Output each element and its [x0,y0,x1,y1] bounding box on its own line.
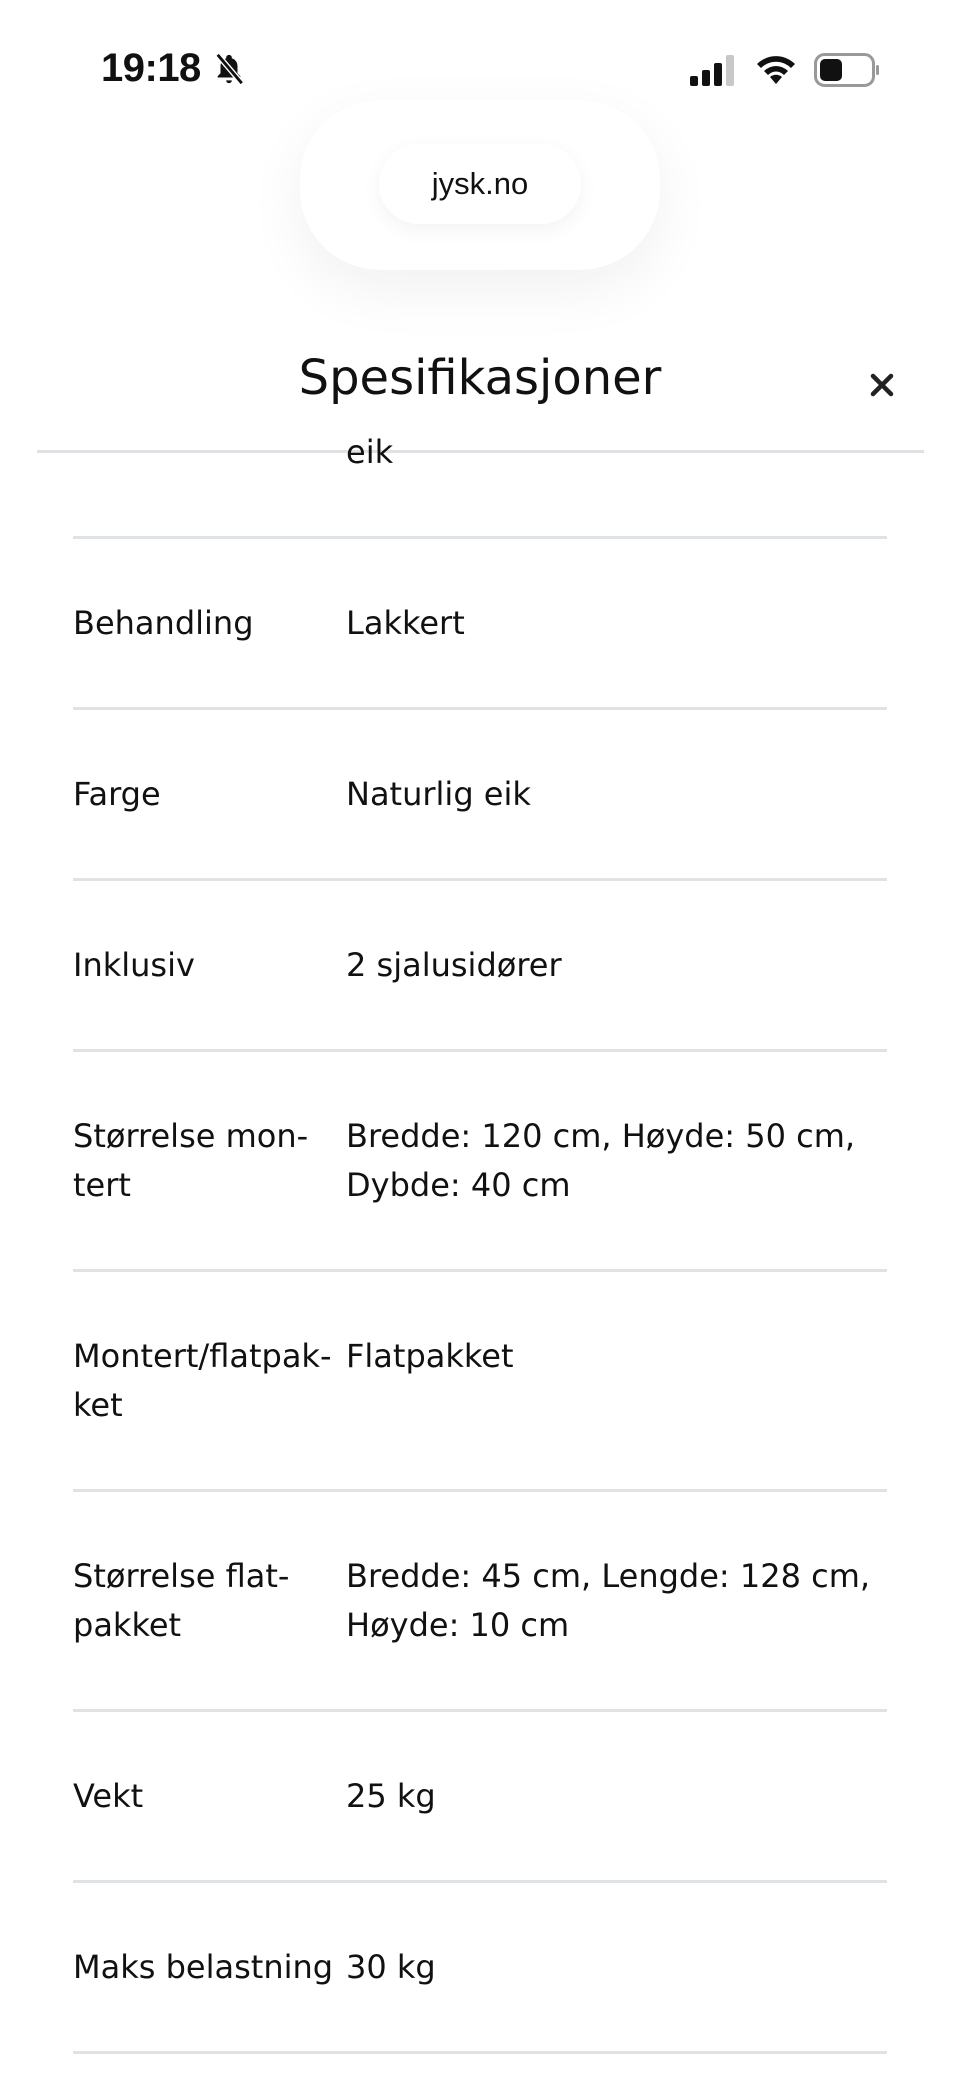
wifi-icon [756,52,796,86]
bell-slash-icon [212,52,246,86]
spec-value: 30 kg [346,1948,436,1986]
spec-row [73,881,887,1052]
spec-label: Inklusiv [73,946,195,984]
spec-label: Vekt [73,1777,144,1815]
spec-value: 2 sjalusidører [346,946,562,984]
spec-value: Bredde: 120 cm, Høyde: 50 cm, Dybde: 40 cm [346,1117,856,1204]
spec-label: Størrelse montert [73,1117,309,1204]
spec-value: Naturlig eik [346,775,531,813]
spec-row [73,539,887,710]
spec-row [73,1883,887,2054]
spec-row [73,710,887,881]
status-bar [0,0,960,110]
spec-label: Farge [73,775,161,813]
status-time: 19:18 [101,46,201,90]
sheet-title: Spesifikasjoner [298,350,662,406]
signal-icon [690,54,738,86]
spec-row [73,1712,887,1883]
spec-label: Behandling [73,604,254,642]
spec-value: Bredde: 45 cm, Lengde: 128 cm, Høyde: 10 cm [346,1557,871,1644]
spec-value: Lakkert [346,604,465,642]
spec-label [73,428,346,477]
spec-label: Maks belastning [73,1948,334,1986]
spec-row [73,1272,887,1492]
spec-value: Flatpakket [346,1337,514,1375]
spec-row [73,1052,887,1272]
url-bar[interactable]: jysk.no [379,144,581,224]
spec-row [73,1492,887,1712]
spec-value: eik [346,433,394,471]
spec-label: Montert/flatpakket [73,1337,332,1424]
spec-row [73,368,887,539]
spec-label: Størrelse flatpakket [73,1557,290,1644]
spec-value: 25 kg [346,1777,436,1815]
battery-icon [814,53,880,87]
spec-list[interactable] [0,433,960,2081]
